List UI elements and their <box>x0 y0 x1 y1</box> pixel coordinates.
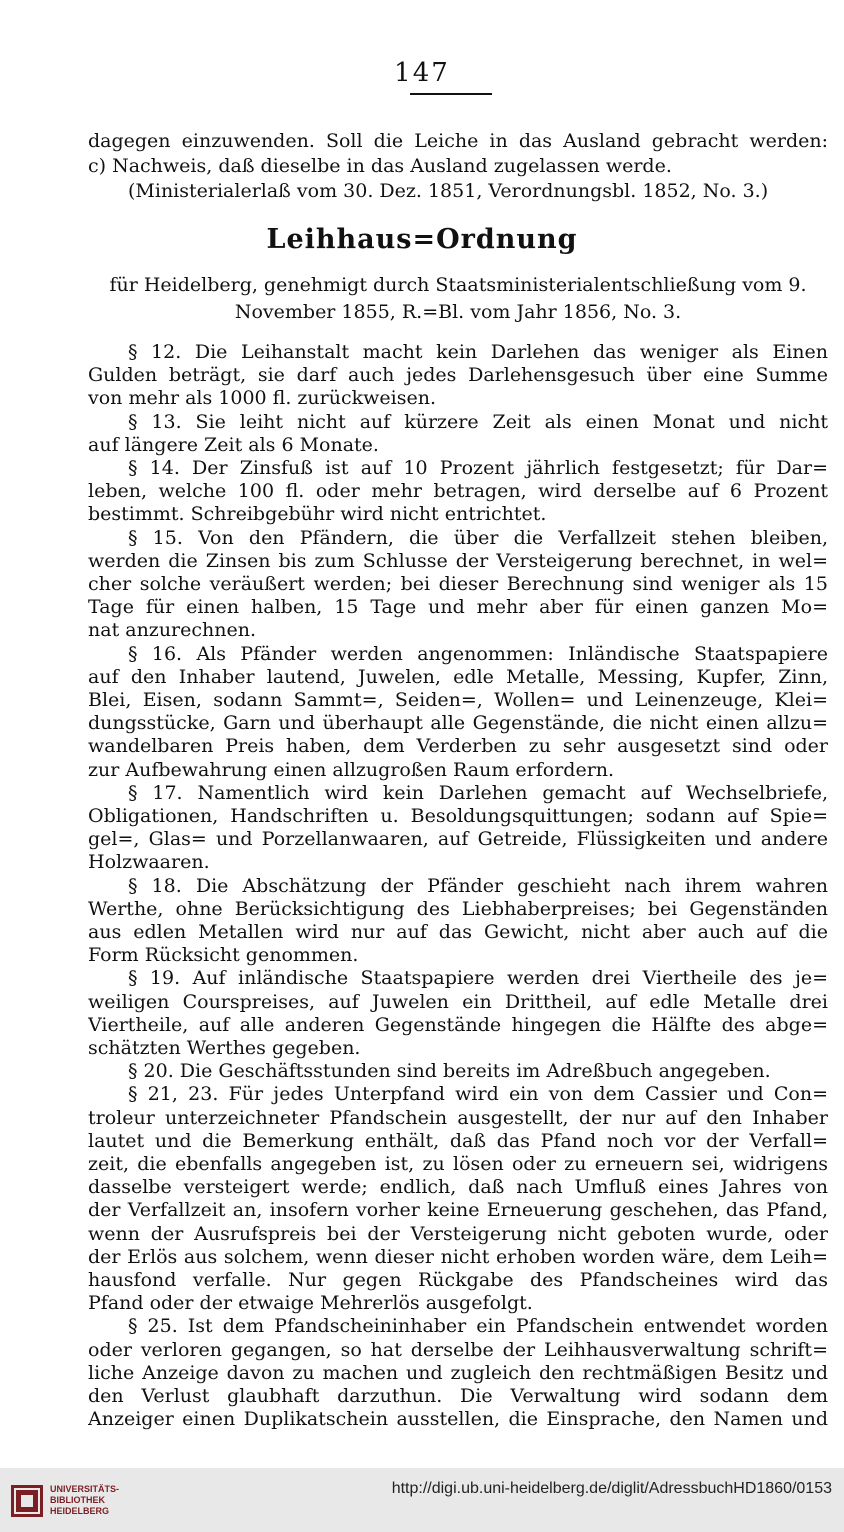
body-line: § 18. Die Abschätzung der Pfänder geschieht nach ihrem wahren <box>128 874 828 897</box>
body-line: § 13. Sie leiht nicht auf kürzere Zeit als einen Monat und nicht <box>128 410 828 433</box>
body-line: zur Aufbewahrung einen allzugroßen Raum erfordern. <box>88 758 615 781</box>
body-line: Obligationen, Handschriften u. Besoldungsquittungen; sodann auf Spie= <box>88 805 828 827</box>
body-line: zeit, die ebenfalls angegeben ist, zu lösen oder zu erneuern sei, widrigens <box>88 1153 828 1175</box>
intro-line: (Ministerialerlaß vom 30. Dez. 1851, Verordnungsbl. 1852, No. 3.) <box>128 180 769 202</box>
body-line: Gulden beträgt, sie darf auch jedes Darlehensgesuch über eine Summe <box>88 364 828 387</box>
footer-bar <box>0 1468 844 1532</box>
body-line: gel=, Glas= und Porzellanwaaren, auf Getreide, Flüssigkeiten und andere <box>88 828 828 851</box>
body-line: von mehr als 1000 fl. zurückweisen. <box>88 387 436 410</box>
body-line: § 25. Ist dem Pfandscheininhaber ein Pfandschein entwendet worden <box>128 1315 828 1338</box>
body-line: Form Rücksicht genommen. <box>88 944 359 967</box>
body-line: auf längere Zeit als 6 Monate. <box>88 433 379 456</box>
body-line: auf den Inhaber lautend, Juwelen, edle Metalle, Messing, Kupfer, Zinn, <box>88 665 828 688</box>
section-title: Leihhaus=Ordnung <box>266 224 578 255</box>
body-line: Blei, Eisen, sodann Sammt=, Seiden=, Wollen= und Leinenzeuge, Klei= <box>88 689 828 711</box>
body-line: § 20. Die Geschäftsstunden sind bereits im Adreßbuch angegeben. <box>128 1060 771 1083</box>
body-line: aus edlen Metallen wird nur auf das Gewicht, nicht aber auch auf die <box>88 921 828 943</box>
body-line: § 17. Namentlich wird kein Darlehen gemacht auf Wechselbriefe, <box>128 781 828 804</box>
body-line: oder verloren gegangen, so hat derselbe der Leihhausverwaltung schrift= <box>88 1338 828 1361</box>
body-line: dasselbe versteigert werde; endlich, daß nach Umfluß eines Jahres von <box>88 1176 828 1199</box>
source-url-link[interactable]: http://digi.ub.uni-heidelberg.de/diglit/AdressbuchHD1860/0153 <box>391 1480 832 1497</box>
intro-line: c) Nachweis, daß dieselbe in das Ausland zugelassen werde. <box>88 155 672 177</box>
library-logo-text <box>50 1484 119 1517</box>
body-line: § 14. Der Zinsfuß ist auf 10 Prozent jährlich festgesetzt; für Dar= <box>128 457 828 479</box>
body-line: lautet und die Bemerkung enthält, daß das Pfand noch vor der Verfall= <box>88 1129 828 1152</box>
body-line: wenn der Ausrufspreis bei der Versteigerung nicht geboten wurde, oder <box>88 1222 828 1245</box>
page-number: 147 <box>394 58 450 88</box>
body-line: hausfond verfalle. Nur gegen Rückgabe des Pfandscheines wird das <box>88 1269 828 1291</box>
body-line: § 12. Die Leihanstalt macht kein Darlehen das weniger als Einen <box>128 341 828 363</box>
body-line: § 16. Als Pfänder werden angenommen: Inländische Staatspapiere <box>128 642 828 665</box>
body-line: dungsstücke, Garn und überhaupt alle Gegenstände, die nicht einen allzu= <box>88 712 828 735</box>
body-line: werden die Zinsen bis zum Schlusse der Versteigerung berechnet, in wel= <box>88 549 828 572</box>
body-line: schätzten Werthes gegeben. <box>88 1037 361 1059</box>
logo-line: UNIVERSITÄTS- <box>50 1484 120 1494</box>
body-line: den Verlust glaubhaft darzuthun. Die Verwaltung wird sodann dem <box>88 1385 828 1407</box>
intro-line: dagegen einzuwenden. Soll die Leiche in das Ausland gebracht werden: <box>88 130 828 152</box>
body-line: § 15. Von den Pfändern, die über die Verfallzeit stehen bleiben, <box>128 526 828 549</box>
subtitle-line: für Heidelberg, genehmigt durch Staatsministerialentschließung vom 9. <box>109 274 807 296</box>
body-line: troleur unterzeichneter Pfandschein ausgestellt, der nur auf den Inhaber <box>88 1106 828 1129</box>
body-line: Pfand oder der etwaige Mehrerlös ausgefolgt. <box>88 1292 533 1315</box>
university-library-logo-icon <box>10 1484 44 1518</box>
body-line: bestimmt. Schreibgebühr wird nicht entrichtet. <box>88 503 547 526</box>
body-line: der Erlös aus solchem, wenn dieser nicht erhoben worden wäre, dem Leih= <box>88 1245 828 1268</box>
page-number-rule <box>410 93 492 95</box>
body-line: liche Anzeige davon zu machen und zugleich den rechtmäßigen Besitz und <box>88 1361 828 1384</box>
body-line: Tage für einen halben, 15 Tage und mehr aber für einen ganzen Mo= <box>88 596 828 619</box>
body-line: wandelbaren Preis haben, dem Verderben zu sehr ausgesetzt sind oder <box>88 735 828 758</box>
body-line: Viertheile, auf alle anderen Gegenstände hingegen die Hälfte des abge= <box>88 1013 828 1036</box>
body-line: weiligen Courspreises, auf Juwelen ein Drittheil, auf edle Metalle drei <box>88 990 828 1013</box>
logo-line: BIBLIOTHEK <box>50 1495 105 1505</box>
body-line: § 21, 23. Für jedes Unterpfand wird ein von dem Cassier und Con= <box>128 1083 828 1106</box>
body-line: § 19. Auf inländische Staatspapiere werden drei Viertheile des je= <box>128 967 828 990</box>
body-line: Werthe, ohne Berücksichtigung des Liebhaberpreises; bei Gegenständen <box>88 897 828 920</box>
body-line: der Verfallzeit an, insofern vorher keine Erneuerung geschehen, das Pfand, <box>88 1199 828 1222</box>
body-line: Anzeiger einen Duplikatschein ausstellen, die Einsprache, den Namen und <box>88 1408 828 1431</box>
logo-line: HEIDELBERG <box>50 1506 110 1516</box>
body-line: Holzwaaren. <box>88 851 210 874</box>
body-line: nat anzurechnen. <box>88 619 257 642</box>
body-line: leben, welche 100 fl. oder mehr betragen, wird derselbe auf 6 Prozent <box>88 480 828 503</box>
subtitle-line: November 1855, R.=Bl. vom Jahr 1856, No. 3. <box>234 301 682 323</box>
body-line: cher solche veräußert werden; bei dieser Berechnung sind weniger als 15 <box>88 573 828 595</box>
